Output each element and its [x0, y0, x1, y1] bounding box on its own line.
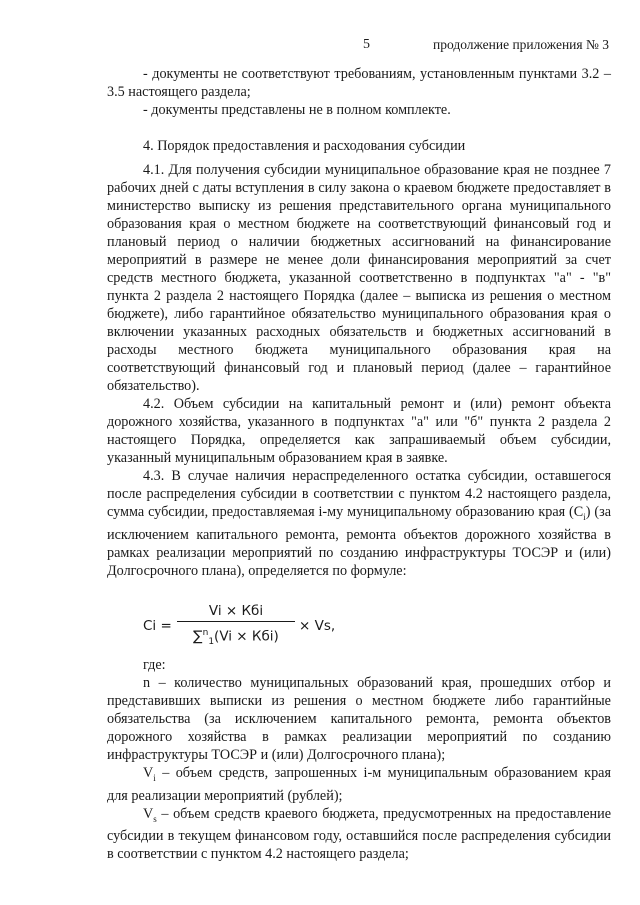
vi-symbol: V — [143, 764, 154, 781]
formula — [143, 602, 611, 652]
page-header — [0, 37, 640, 55]
formula-sum-symbol: ∑ — [193, 628, 203, 645]
section-heading: 4. Порядок предоставления и расходования субсидии — [143, 138, 466, 154]
appendix-label: продолжение приложения № 3 — [432, 37, 609, 52]
document-body — [107, 65, 611, 863]
definition-vs — [107, 805, 611, 864]
paragraph-4-3-end: ) (за исключением капитального ремонта, ремонта объектов дорожного хозяйства в рамках реализации мероприятий по созданию инфраструктуры ТОСЭР и (или) Долгосрочного плана), определяется по формуле: — [107, 504, 611, 579]
vi-sub: i — [153, 772, 156, 783]
formula-numerator: Vi × Кбi — [177, 602, 295, 622]
formula-sum-upper: n — [202, 627, 209, 638]
list-item: - документы не соответствуют требованиям, установленным пунктами 3.2 – 3.5 настоящего раздела; — [107, 66, 611, 100]
where-label: где: — [143, 656, 166, 673]
definition-vi — [107, 764, 611, 805]
paragraph-4-3-sub: i — [583, 511, 586, 522]
paragraph-4-2: 4.2. Объем субсидии на капитальный ремонт и (или) ремонт объекта дорожного хозяйства, указанного в подпунктах "а" или "б" пункта 2 раздела 2 настоящего Порядка, определяется как запрашиваемый объем субсидии, указанный муниципальным образованием края в заявке. — [107, 396, 611, 466]
formula-lhs: Ci = — [143, 617, 172, 634]
paragraph-4-1: 4.1. Для получения субсидии муниципальное образование края не позднее 7 рабочих дней с даты вступления в силу закона о краевом бюджете предоставляет в министерство выписку из решения представительного органа муниципального образования края о местном бюджете на соответствующий финансовый год и плановый период о наличии бюджетных ассигнований на финансирование мероприятий в размере не менее доли финансирования мероприятий за счет средств местного бюджета, указанной соответственно в подпунктах "а" - "в" пункта 2 раздела 2 настоящего Порядка (далее – выписка из решения о местном бюджете), либо гарантийное обязательство муниципального образования края о включении указанных расходных обязательств и бюджетных ассигнований в расходы местного бюджета муниципального образования края на соответствующий финансовый год и плановый период (далее – гарантийное обязательство). — [107, 162, 611, 394]
formula-rhs: × Vs, — [299, 617, 336, 634]
list-item: - документы представлены не в полном комплекте. — [143, 102, 451, 118]
vs-sub: s — [153, 813, 157, 824]
definition-n: n – количество муниципальных образований края, прошедших отбор и представивших выписки из решения о местном бюджете либо гарантийные обязательства (за исключением капитального ремонта, ремонта объектов дорожного хозяйства в рамках реализации мероприятий по созданию инфраструктуры ТОСЭР и (или) Долгосрочного плана); — [107, 674, 611, 763]
vs-symbol: V — [143, 805, 154, 822]
vs-text: – объем средств краевого бюджета, предусмотренных на предоставление субсидии в текущем финансовом году, оставшийся после распределения субсидии в соответствии с пунктом 4.2 настоящего раздела; — [107, 805, 611, 863]
formula-denominator — [177, 622, 295, 648]
formula-denominator-rest: (Vi × Кбi) — [214, 628, 279, 645]
page-number: 5 — [363, 37, 370, 52]
vi-text: – объем средств, запрошенных i-м муниципальным образованием края для реализации мероприятий (рублей); — [107, 764, 611, 804]
formula-sum-lower: 1 — [208, 637, 215, 648]
formula-fraction — [177, 602, 295, 648]
paragraph-4-3 — [107, 467, 611, 580]
paragraph-4-3-text: 4.3. В случае наличия нераспределенного остатка субсидии, оставшегося после распределения субсидии в соответствии с пунктом 4.2 настоящего раздела, сумма субсидии, предоставляемая i-му муниципальному образованию края (C — [107, 468, 611, 520]
